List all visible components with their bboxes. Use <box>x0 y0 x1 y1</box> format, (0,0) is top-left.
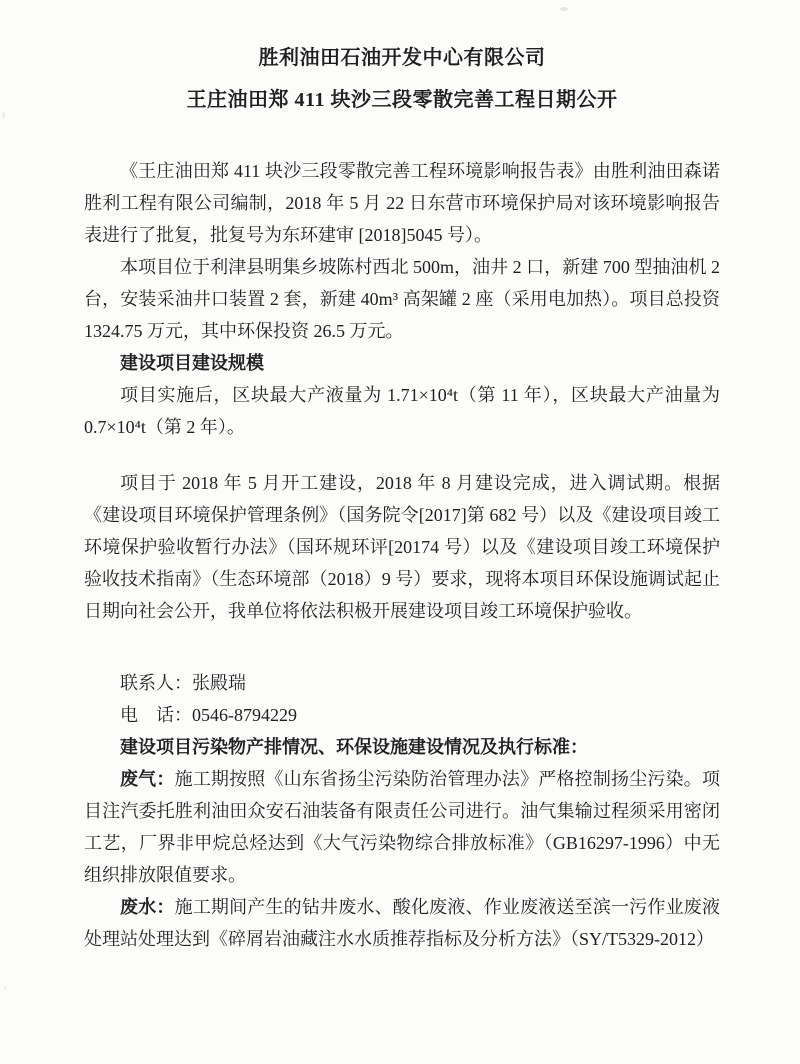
contact-person-row <box>84 667 720 699</box>
waste-gas-label: 废气： <box>120 769 175 789</box>
document-title-project: 王庄油田郑 411 块沙三段零散完善工程日期公开 <box>186 89 618 111</box>
waste-water-label: 废水： <box>120 897 175 917</box>
paragraph-waste-gas <box>84 763 720 891</box>
heading-construction-scale: 建设项目建设规模 <box>120 353 264 373</box>
paragraph-schedule-and-regulations: 项目于 2018 年 5 月开工建设，2018 年 8 月建设完成，进入调试期。根据《建设项目环境保护管理条例》（国务院令[2017]第 682 号）以及《建设项目竣工环境保护验收暂行办法》（国环规环评[20174 号）以及《建设项目竣工环境保护验收技术指南》（生态环境部（2018）9 号）要求，现将本项目环保设施调试起止日期向社会公开，我单位将依法积极开展建设项目竣工环境保护验收。 <box>84 473 720 621</box>
document-title-company: 胜利油田石油开发中心有限公司 <box>258 47 546 69</box>
heading-pollution-standards: 建设项目污染物产排情况、环保设施建设情况及执行标准： <box>120 737 588 757</box>
contact-person-name: 张殿瑞 <box>192 673 246 693</box>
scan-artifact <box>2 112 5 118</box>
paragraph-eia-approval: 《王庄油田郑 411 块沙三段零散完善工程环境影响报告表》由胜利油田森诺胜利工程有限公司编制，2018 年 5 月 22 日东营市环境保护局对该环境影响报告表进行了批复，批复号为东环建审 [2018]5045 号）。 <box>84 161 720 245</box>
contact-phone-number: 0546-8794229 <box>192 705 297 725</box>
paragraph-waste-water <box>84 891 720 955</box>
paragraph-production-scale: 项目实施后，区块最大产液量为 1.71×10⁴t（第 11 年），区块最大产油量为 0.7×10⁴t（第 2 年）。 <box>84 385 720 437</box>
waste-water-text: 施工期间产生的钻井废水、酸化废液、作业废液送至滨一污作业废液处理站处理达到《碎屑岩油藏注水水质推荐指标及分析方法》（SY/T5329-2012） <box>84 897 720 949</box>
scan-artifact <box>560 7 568 11</box>
waste-gas-text: 施工期按照《山东省扬尘污染防治管理办法》严格控制扬尘污染。项目注汽委托胜利油田众安石油装备有限责任公司进行。油气集输过程须采用密闭工艺，厂界非甲烷总烃达到《大气污染物综合排放标准》（GB16297-1996）中无组织排放限值要求。 <box>84 769 720 885</box>
contact-phone-row <box>84 699 720 731</box>
paragraph-project-overview: 本项目位于利津县明集乡坡陈村西北 500m，油井 2 口，新建 700 型抽油机 2 台，安装采油井口装置 2 套，新建 40m³ 高架罐 2 座（采用电加热）。项目总投资 1324.75 万元，其中环保投资 26.5 万元。 <box>84 257 720 341</box>
contact-person-label: 联系人： <box>120 673 192 693</box>
contact-phone-label: 电 话： <box>120 705 192 725</box>
scan-artifact <box>4 986 7 990</box>
